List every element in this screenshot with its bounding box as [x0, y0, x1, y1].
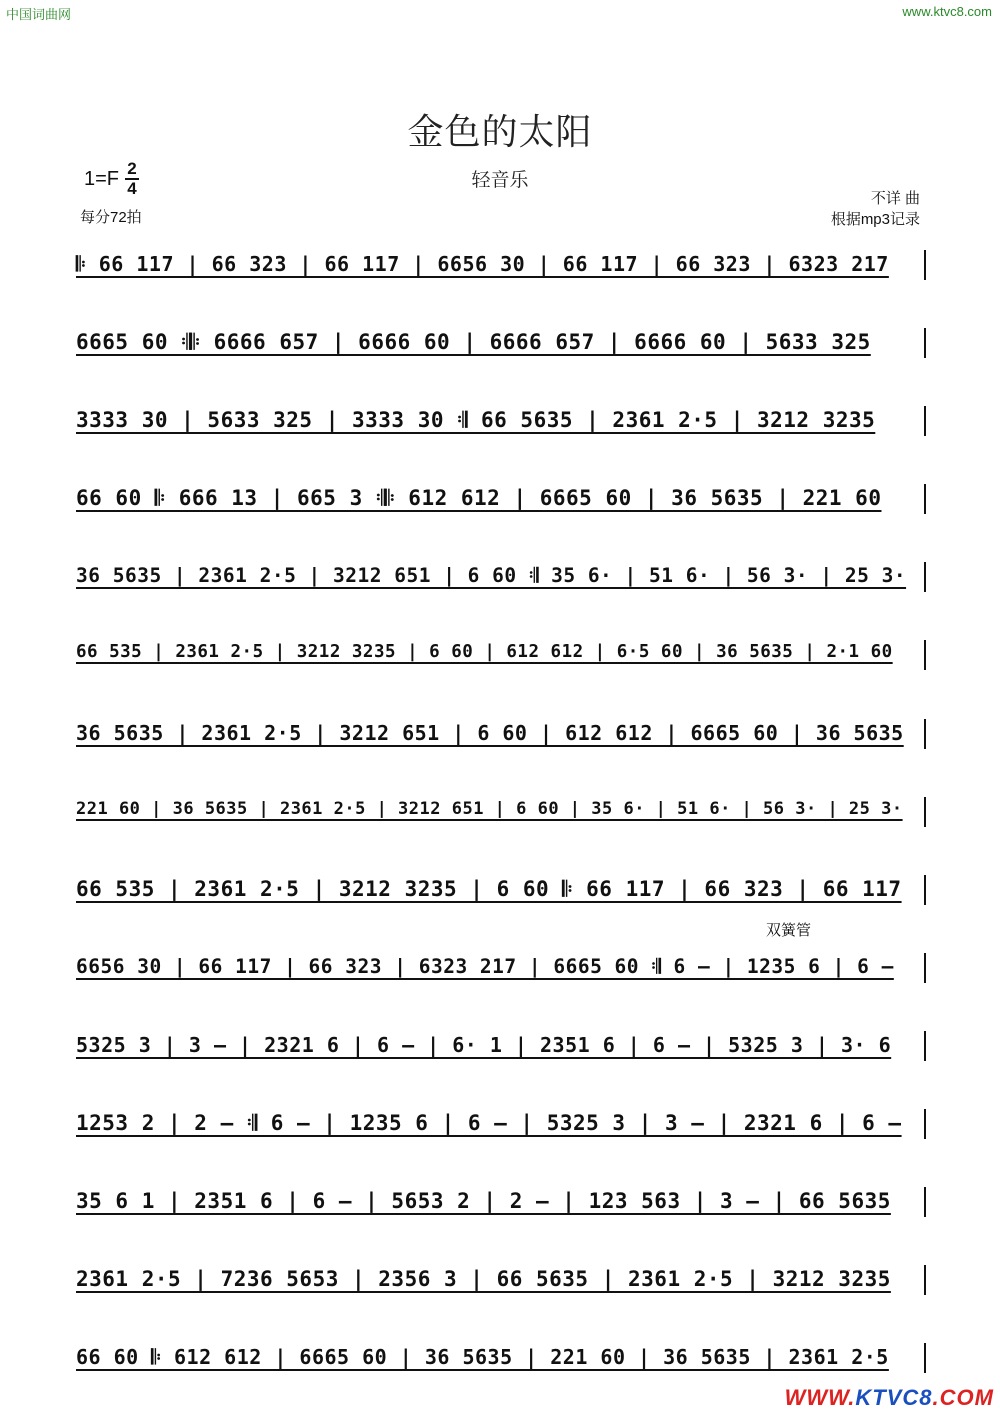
score-row-notes: 221 60 | 36 5635 | 2361 2·5 | 3212 651 | 6 60 | 35 6· | 51 6· | 56 3· | 25 3· [76, 798, 903, 819]
score-row-notes: 6665 60 𝄇𝄆 6666 657 | 6666 60 | 6666 657 | 6666 60 | 5633 325 [76, 330, 871, 355]
watermark-logo [785, 1385, 994, 1411]
site-name-left: 中国词曲网 [6, 7, 72, 22]
score-row-notes: 66 60 𝄆 612 612 | 6665 60 | 36 5635 | 221 60 | 36 5635 | 2361 2·5 [76, 1345, 889, 1370]
score-row [76, 1105, 926, 1183]
watermark-suffix: .COM [932, 1385, 994, 1410]
score-row [76, 636, 926, 714]
score-row-notes: 1253 2 | 2 – 𝄇 6 – | 1235 6 | 6 – | 5325 3 | 3 – | 2321 6 | 6 – [76, 1111, 902, 1136]
score-row-notes: 36 5635 | 2361 2·5 | 3212 651 | 6 60 𝄇 35 6· | 51 6· | 56 3· | 25 3· [76, 564, 907, 588]
score-row-notes: 6656 30 | 66 117 | 66 323 | 6323 217 | 6665 60 𝄇 6 – | 1235 6 | 6 – [76, 954, 894, 978]
score-row [76, 1183, 926, 1261]
site-url-right[interactable]: www.ktvc8.com [902, 4, 992, 19]
score-row [76, 246, 926, 324]
score-row-notes: 35 6 1 | 2351 6 | 6 – | 5653 2 | 2 – | 123 563 | 3 – | 66 5635 [76, 1189, 891, 1214]
score-row [76, 480, 926, 558]
composer-info [831, 188, 920, 230]
meter-top: 2 [127, 159, 137, 178]
score-row [76, 558, 926, 636]
score-row [76, 1261, 926, 1339]
score-row-notes: 66 535 | 2361 2·5 | 3212 3235 | 6 60 | 612 612 | 6·5 60 | 36 5635 | 2·1 60 [76, 642, 893, 663]
score-row [76, 402, 926, 480]
score-row [76, 793, 926, 871]
score-row [76, 324, 926, 402]
key-label: 1=F [84, 167, 120, 190]
score-row-notes: 5325 3 | 3 – | 2321 6 | 6 – | 6· 1 | 2351 6 | 6 – | 5325 3 | 3· 6 [76, 1032, 892, 1057]
score-row-notes: 3333 30 | 5633 325 | 3333 30 𝄇 66 5635 | 2361 2·5 | 3212 3235 [76, 408, 876, 433]
watermark-prefix: WWW. [784, 1385, 856, 1410]
score-row-notes: 2361 2·5 | 7236 5653 | 2356 3 | 66 5635 | 2361 2·5 | 3212 3235 [76, 1267, 891, 1292]
score-row [76, 715, 926, 793]
composer-credit: 不详 曲 [870, 190, 920, 207]
score-row-notes: 𝄆 66 117 | 66 323 | 66 117 | 6656 30 | 66 117 | 66 323 | 6323 217 [76, 252, 889, 276]
meter-bottom: 4 [127, 179, 137, 198]
score-row [76, 1027, 926, 1105]
transcription-source: 根据mp3记录 [830, 211, 920, 228]
watermark-mid: KTVC8 [855, 1385, 933, 1410]
song-subtitle: 轻音乐 [471, 170, 529, 191]
score-row-notes: 66 60 𝄆 666 13 | 665 3 𝄇𝄆 612 612 | 6665 60 | 36 5635 | 221 60 [76, 486, 882, 511]
score [76, 246, 926, 1417]
song-title: 金色的太阳 [407, 111, 593, 152]
tempo-marking: 每分72拍 [80, 209, 142, 226]
instrument-annotation: 双簧管 [766, 921, 812, 939]
score-row-notes: 66 535 | 2361 2·5 | 3212 3235 | 6 60 𝄆 66 117 | 66 323 | 66 117 [76, 876, 902, 901]
score-row-notes: 36 5635 | 2361 2·5 | 3212 651 | 6 60 | 612 612 | 6665 60 | 36 5635 [76, 720, 904, 745]
score-row [76, 921, 926, 1027]
